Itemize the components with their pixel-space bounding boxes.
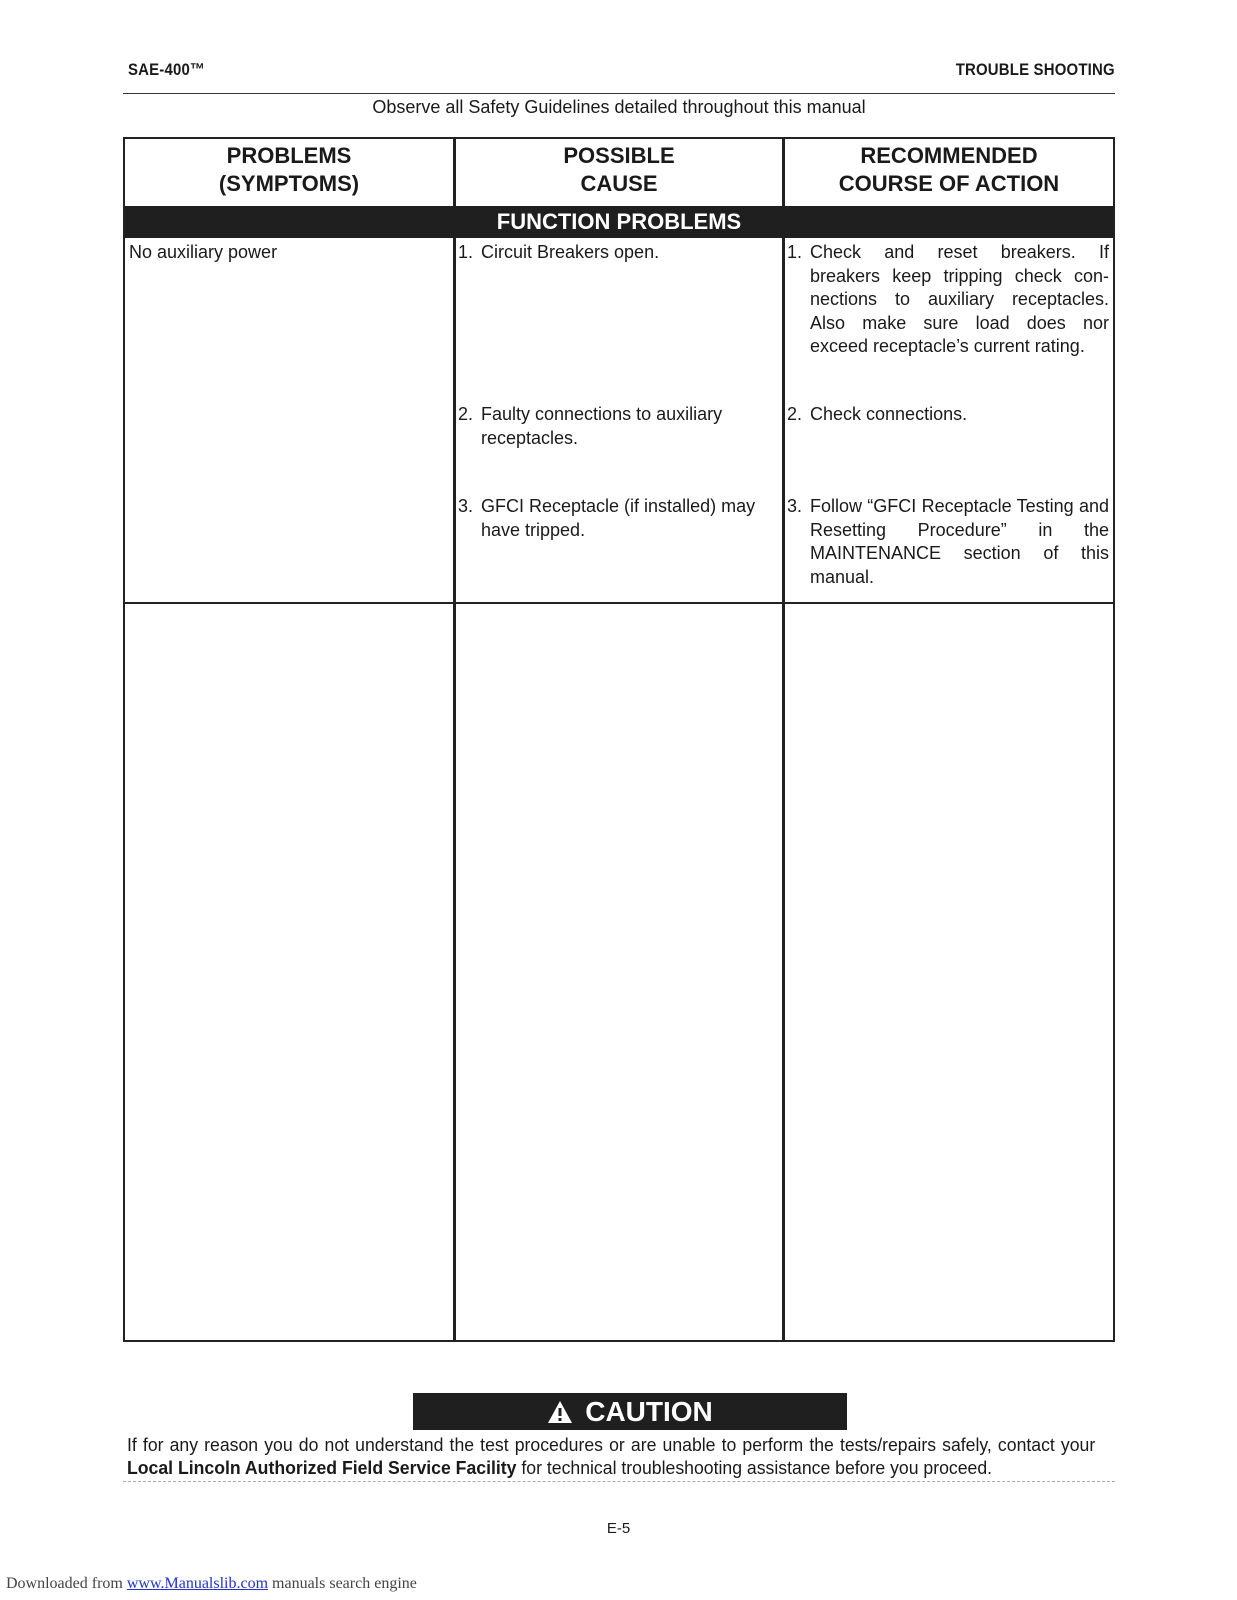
cause-item — [458, 241, 780, 265]
item-number: 2. — [787, 404, 803, 424]
caution-banner — [413, 1393, 847, 1430]
item-text: Faulty connections to auxiliary receptacles. — [481, 404, 723, 448]
service-facility-name: Local Lincoln Authorized Field Service Facility — [127, 1458, 517, 1478]
column-header-line: CAUSE — [580, 171, 658, 196]
symptom-cell: No auxiliary power — [129, 242, 278, 262]
dashed-divider — [123, 1481, 1115, 1482]
caution-text — [127, 1434, 1095, 1480]
header-divider — [123, 93, 1115, 94]
item-text: GFCI Receptacle (if installed) may have tripped. — [481, 496, 756, 540]
item-text: Circuit Breakers open. — [481, 242, 660, 262]
caution-text-part: If for any reason you do not understand the test procedures or are unable to perform the tests/repairs safely, contact your — [127, 1435, 1096, 1455]
caution-label: CAUTION — [585, 1395, 713, 1427]
item-number: 3. — [787, 496, 803, 516]
troubleshooting-table — [123, 137, 1115, 1342]
section-bar: FUNCTION PROBLEMS — [125, 206, 1113, 238]
column-header-line: RECOMMENDED — [860, 143, 1038, 168]
warning-triangle-icon — [547, 1400, 573, 1424]
item-text: Follow “GFCI Receptacle Testing and Resetting Procedure” in the MAINTENANCE section of this manual. — [810, 496, 1109, 587]
manualslib-link[interactable]: www.Manualslib.com — [126, 1575, 269, 1592]
download-footer — [6, 1575, 417, 1593]
caution-text-part: for technical troubleshooting assistance before you proceed. — [516, 1458, 993, 1478]
column-header-problems — [125, 142, 453, 204]
manual-model: SAE-400™ — [128, 60, 206, 79]
cause-item — [458, 495, 780, 542]
item-number: 1. — [787, 242, 803, 262]
column-divider — [453, 139, 456, 1340]
row-divider — [125, 602, 1113, 604]
item-text: Check and reset breakers. If breakers keep tripping check con-nections to auxiliary receptacles. Also make sure load does nor exceed receptacle’s current rating. — [810, 242, 1109, 356]
action-item — [787, 495, 1109, 589]
item-number: 2. — [458, 404, 474, 424]
item-number: 1. — [458, 242, 474, 262]
item-number: 3. — [458, 496, 474, 516]
column-divider — [782, 139, 785, 1340]
column-header-line: (SYMPTOMS) — [218, 171, 360, 196]
footer-prefix: Downloaded from — [6, 1575, 127, 1592]
cause-item — [458, 403, 780, 450]
action-item — [787, 403, 1109, 427]
column-header-line: POSSIBLE — [563, 143, 675, 168]
footer-suffix: manuals search engine — [268, 1575, 417, 1592]
column-header-line: PROBLEMS — [226, 143, 352, 168]
action-item — [787, 241, 1109, 359]
column-header-line: COURSE OF ACTION — [838, 171, 1060, 196]
column-header-action — [785, 142, 1113, 204]
item-text: Check connections. — [810, 404, 968, 424]
page-number: E-5 — [606, 1520, 631, 1537]
column-header-cause — [456, 142, 782, 204]
section-title: TROUBLE SHOOTING — [955, 60, 1115, 79]
safety-note: Observe all Safety Guidelines detailed throughout this manual — [372, 97, 866, 117]
